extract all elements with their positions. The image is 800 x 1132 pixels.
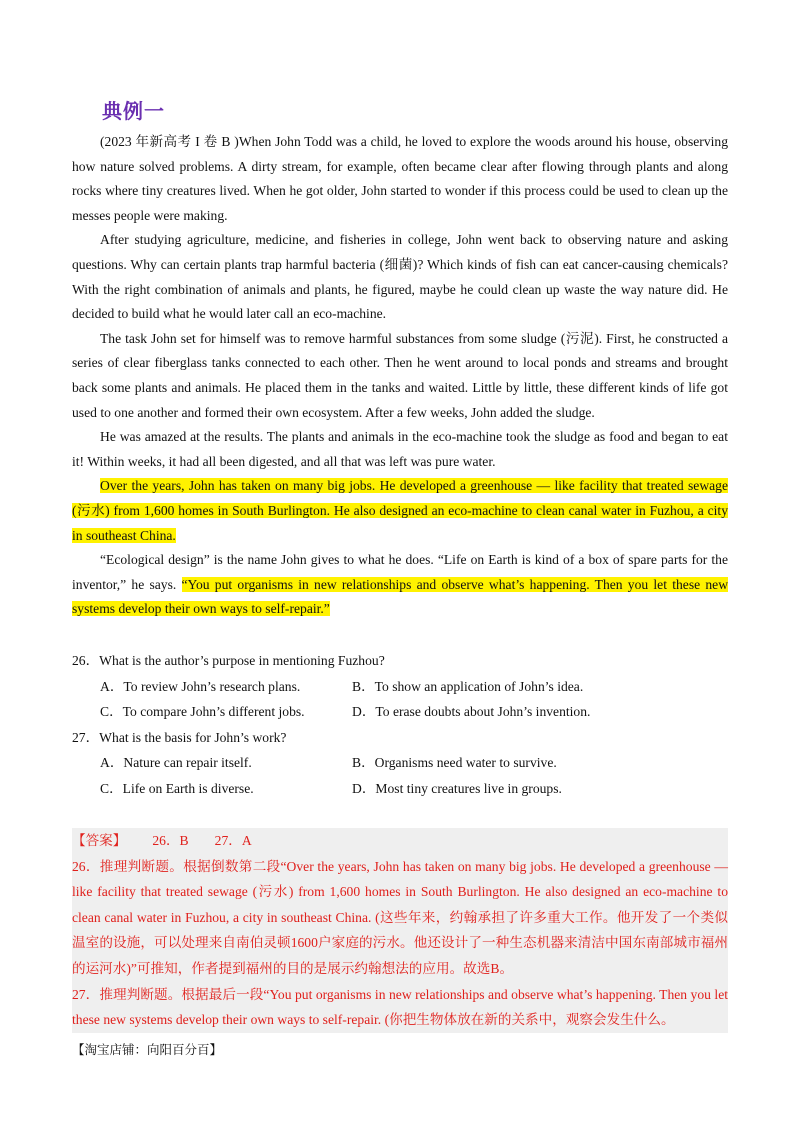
paragraph-1 (72, 130, 728, 228)
answer-26: 26．B (152, 833, 189, 848)
question-26-options (72, 674, 728, 725)
paragraph-4: He was amazed at the results. The plants and animals in the eco-machine took the sludge as food and began to eat it! Within weeks, it had all been digested, and all that was left was pure water. (72, 429, 728, 469)
question-list (72, 648, 728, 802)
answer-27: 27．A (214, 833, 252, 848)
passage-source: (2023 年新高考 I 卷 B ) (100, 134, 239, 149)
paragraph-1-text: When John Todd was a child, he loved to explore the woods around his house, observing how nature solved problems. A dirty stream, for example, often became clear after flowing through plants and along rocks where tiny creatures lived. When he got older, John started to wonder if this process could be used to clean up the messes people were making. (72, 134, 728, 223)
paragraph-6-text: “Ecological design” is the name John gives to what he does. “Life on Earth is kind of a box of spare parts for the inventor,” he says. (72, 552, 728, 592)
question-26-stem: 26．What is the author’s purpose in mentioning Fuzhou? (72, 653, 385, 668)
paragraph-5 (72, 474, 728, 548)
paragraph-2: After studying agriculture, medicine, and fisheries in college, John went back to observing nature and asking questions. Why can certain plants trap harmful bacteria (细菌)? Which kinds of fish can eat cancer-causing chemicals? With the right combination of animals and plants, he figured, maybe he could clean up waste the way nature did. He decided to build what he would later call an eco-machine. (72, 232, 728, 322)
option-26-a: A．To review John’s research plans. (100, 678, 301, 694)
option-26-c: C．To compare John’s different jobs. (100, 704, 305, 720)
option-27-b: B．Organisms need water to survive. (352, 755, 557, 771)
option-27-c: C．Life on Earth is diverse. (100, 780, 254, 796)
question-27-options (72, 750, 728, 801)
option-26-d: D．To erase doubts about John’s invention. (352, 704, 591, 720)
answer-label: 【答案】 (72, 833, 127, 848)
explanation-27: 27．推理判断题。根据最后一段“You put organisms in new relationships and observe what’s happening. Then you let these new systems develop their own ways to self-repair. (你把生物体放在新的关系中，观察会发生什么。 (72, 986, 728, 1028)
paragraph-6 (72, 548, 728, 622)
answer-key (72, 828, 728, 854)
explanation-26: 26．推理判断题。根据倒数第二段“Over the years, John has taken on many big jobs. He developed a greenhouse — like facility that treated sewage (污水) from 1,600 homes in South Burlington. He also designed an eco-machine to clean canal water in Fuzhou, a city in southeast China. (这些年来，约翰承担了许多重大工作。他开发了一个类似温室的设施，可以处理来自南伯灵顿1600户家庭的污水。他还设计了一种生态机器来清洁中国东南部城市福州的运河水)”可推知，作者提到福州的目的是展示约翰想法的应用。故选B。 (72, 858, 728, 976)
highlighted-text: Over the years, John has taken on many big jobs. He developed a greenhouse — like facility that treated sewage (污水) from 1,600 homes in South Burlington. He also designed an eco-machine to clean canal water in Fuzhou, a city in southeast China. (72, 478, 728, 543)
answer-section (72, 828, 728, 1033)
question-27-stem: 27．What is the basis for John’s work? (72, 729, 287, 745)
highlighted-quote: “You put organisms in new relationships and observe what’s happening. Then you let these new systems develop their own ways to self-repair.” (72, 576, 729, 617)
paragraph-3: The task John set for himself was to remove harmful substances from some sludge (污泥). First, he constructed a series of clear fiberglass tanks connected to each other. Then he went around to local ponds and streams and brought back some plants and animals. He placed them in the tanks and waited. Little by little, these different kinds of life got used to one another and formed their own ecosystem. After a few weeks, John added the sludge. (72, 330, 728, 420)
option-27-d: D．Most tiny creatures live in groups. (352, 780, 562, 796)
option-26-b: B．To show an application of John’s idea. (352, 678, 584, 694)
option-27-a: A．Nature can repair itself. (100, 755, 252, 771)
shop-footer: 【淘宝店铺：向阳百分百】 (72, 1042, 223, 1057)
example-heading: 典例一 (102, 99, 165, 123)
reading-passage (72, 130, 728, 622)
